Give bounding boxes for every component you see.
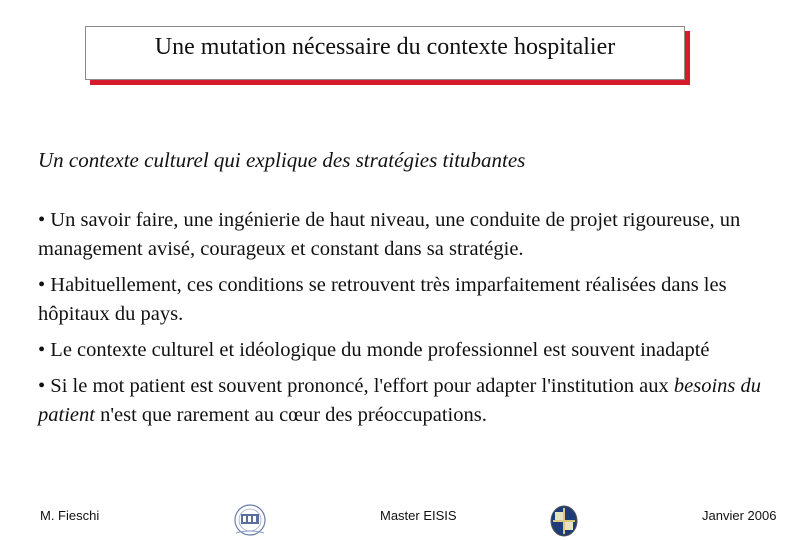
slide-title: Une mutation nécessaire du contexte hospitalier	[154, 34, 616, 60]
footer-author: M. Fieschi	[40, 508, 100, 523]
title-box	[85, 26, 685, 80]
bullet-item-4-pre: • Si le mot patient est souvent prononcé, l'effort pour adapter l'institution aux	[38, 375, 674, 397]
bullet-list	[38, 206, 778, 437]
footer-program: Master EISIS	[380, 508, 457, 523]
crest-logo-icon	[549, 504, 579, 538]
slide-subtitle: Un contexte culturel qui explique des stratégies titubantes	[38, 148, 526, 172]
bullet-item-1: • Un savoir faire, une ingénierie de haut niveau, une conduite de projet rigoureuse, un management avisé, courageux et constant dans sa stratégie.	[38, 209, 741, 260]
bullet-item-2: • Habituellement, ces conditions se retrouvent très imparfaitement réalisées dans les hôpitaux du pays.	[38, 274, 727, 325]
bullet-item-3: • Le contexte culturel et idéologique du monde professionnel est souvent inadapté	[38, 339, 710, 361]
footer-date: Janvier 2006	[702, 508, 777, 523]
bullet-item-4-emphasis: besoins du patient	[38, 375, 762, 426]
bullet-item-4	[38, 372, 778, 430]
bullet-item-4-post: n'est que rarement au cœur des préoccupations.	[94, 404, 487, 426]
institution-logo-icon	[228, 503, 272, 539]
